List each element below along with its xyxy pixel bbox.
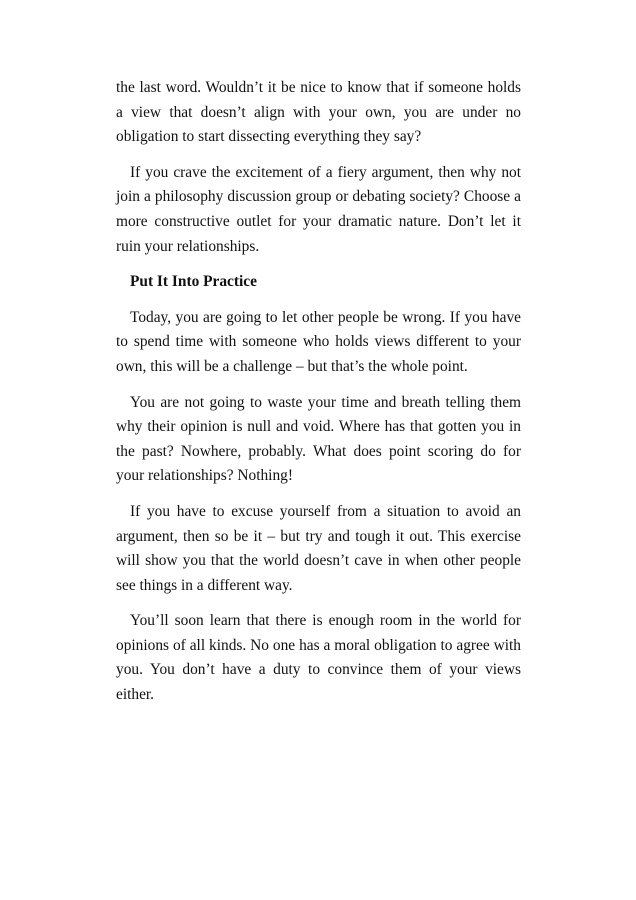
- paragraph-excuse-yourself: If you have to excuse yourself from a situation to avoid an argument, then so be it – but try and tough it out. This exercise will show you that the world doesn’t cave in when other people see things in a different way.: [116, 502, 521, 594]
- section-heading: Put It Into Practice: [130, 273, 257, 291]
- paragraph-let-others-be-wrong: Today, you are going to let other people be wrong. If you have to spend time with someone who holds views different to your own, this will be a challenge – but that’s the whole point.: [116, 308, 521, 375]
- page-body: [116, 76, 521, 719]
- paragraph-continued: the last word. Wouldn’t it be nice to know that if someone holds a view that doesn’t align with your own, you are under no obligation to start dissecting everything they say?: [116, 79, 521, 146]
- paragraph-room-for-opinions: You’ll soon learn that there is enough room in the world for opinions of all kinds. No one has a moral obligation to agree with you. You don’t have a duty to convince them of your views either.: [116, 612, 521, 704]
- paragraph-waste-time: You are not going to waste your time and breath telling them why their opinion is null and void. Where has that gotten you in the past? Nowhere, probably. What does point scoring do for your relationships? Nothing!: [116, 393, 521, 485]
- paragraph-debate-outlet: If you crave the excitement of a fiery argument, then why not join a philosophy discussion group or debating society? Choose a more constructive outlet for your dramatic nature. Don’t let it ruin your relationships.: [116, 163, 521, 255]
